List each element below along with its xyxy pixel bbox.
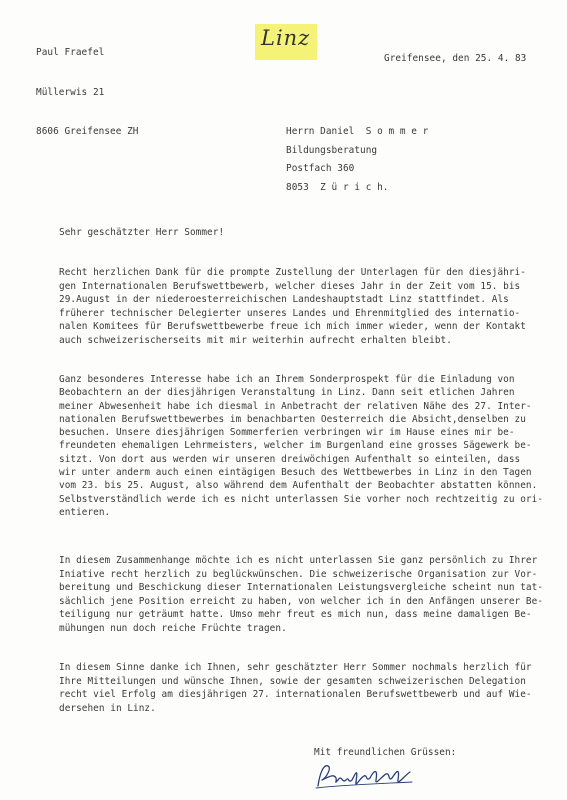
text-line: mühungen nun doch reiche Früchte tragen. — [59, 622, 287, 634]
text-line: 29.August in der niederoesterreichischen Landeshauptstadt Linz stattfindet. Als — [59, 294, 509, 305]
recipient-line: Postfach 360 — [286, 163, 355, 174]
closing: Mit freundlichen Grüssen: — [314, 747, 457, 758]
text-line: Beobachtern an der diesjährigen Veranstaltung in Linz. Dann seit etlichen Jahren — [59, 387, 515, 399]
sender-street: Müllerwis 21 — [36, 86, 105, 98]
text-line: Ganz besonderes Interesse habe ich an Ihrem Sonderprospekt für die Einladung von — [59, 374, 515, 385]
paragraph-1 — [59, 266, 529, 347]
paragraph-2 — [59, 373, 544, 519]
paragraph-4 — [59, 661, 532, 715]
sender-name: Paul Fraefel — [36, 47, 105, 58]
text-line: gen Internationalen Berufswettbewerb, welcher dieses Jahr in der Zeit vom 15. bis — [59, 280, 521, 292]
salutation: Sehr geschätzter Herr Sommer! — [59, 227, 225, 238]
recipient-line: Herrn Daniel S o m m e r — [286, 126, 429, 137]
text-line: besuchen. Unsere diesjährigen Sommerferien verbringen wir im Hause eines mir be- — [59, 427, 515, 439]
recipient-address — [286, 123, 428, 197]
text-line: Recht herzlichen Dank für die prompte Zustellung der Unterlagen für den diesjähri- — [59, 267, 526, 278]
paragraph-3 — [59, 554, 544, 635]
text-line: nationalen Berufswettbewerbes im benachbarten Oesterreich die Absicht,denselben zu — [59, 413, 526, 425]
recipient-line: Bildungsberatung — [286, 144, 378, 156]
text-line: auch schweizerischerseits mit mir weiterhin aufrecht erhalten bleibt. — [59, 334, 452, 346]
text-line: teiligung nur geträumt hatte. Umso mehr freut es mich nun, dass meine damaligen Be- — [59, 609, 532, 620]
text-line: recht viel Erfolg am diesjährigen 27. internationalen Berufswettbewerb und auf Wie- — [59, 689, 532, 700]
text-line: dersehen in Linz. — [59, 702, 156, 714]
text-line: In diesem Zusammenhange möchte ich es nicht unterlassen Sie ganz persönlich zu Ihrer — [59, 555, 538, 566]
text-line: meiner Abwesenheit habe ich diesmal in Anbetracht der relativen Nähe des 27. Inter- — [59, 400, 532, 412]
text-line: wir unter anderm auch einen eintägigen Besuch des Wettbewerbes in Linz in den Tagen — [59, 467, 532, 479]
text-line: vom 23. bis 25. August, also während dem Aufenthalt der Beobachter abstatten können. — [59, 480, 538, 492]
highlighted-handwritten-note — [255, 24, 317, 60]
text-line: Selbstverständlich werde ich es nicht unterlassen Sie vorher noch rechtzeitig zu ori- — [59, 493, 544, 505]
text-line: sitzt. Von dort aus werden wir unseren dreiwöchigen Aufenthalt so einteilen, dass — [59, 453, 521, 465]
text-line: früherer technischer Delegierter unseres Landes und Ehrenmitglied des internatio- — [59, 307, 521, 319]
recipient-line: 8053 Z ü r i c h. — [286, 181, 389, 193]
handwritten-signature — [312, 758, 422, 794]
text-line: nalen Komitees für Berufswettbewerbe freue ich mich immer wieder, wenn der Kontakt — [59, 321, 526, 332]
text-line: In diesem Sinne danke ich Ihnen, sehr geschätzter Herr Sommer nochmals herzlich für — [59, 662, 532, 673]
text-line: Ihre Mitteilungen und wünsche Ihnen, sowie der gesamten schweizerischen Delegation — [59, 675, 526, 687]
text-line: sächlich jene Position erreicht zu haben, von welcher ich in den Anfängen unserer Be- — [59, 595, 544, 607]
text-line: entieren. — [59, 506, 111, 518]
text-line: bereitung und Beschickung dieser Internationalen Leistungsvergleiche scheint nun tat- — [59, 582, 544, 593]
date-line: Greifensee, den 25. 4. 83 — [384, 53, 527, 64]
text-line: Iniative recht herzlich zu beglückwünschen. Die schweizerische Organisation zur Vor- — [59, 568, 538, 580]
sender-city: 8606 Greifensee ZH — [36, 126, 139, 137]
sender-address — [36, 20, 139, 166]
handnote-text: Linz — [261, 26, 311, 50]
text-line: freundeten ehemaligen Lehrmeisters, welcher im Burgenland eine grosses Sägewerk be- — [59, 440, 532, 452]
